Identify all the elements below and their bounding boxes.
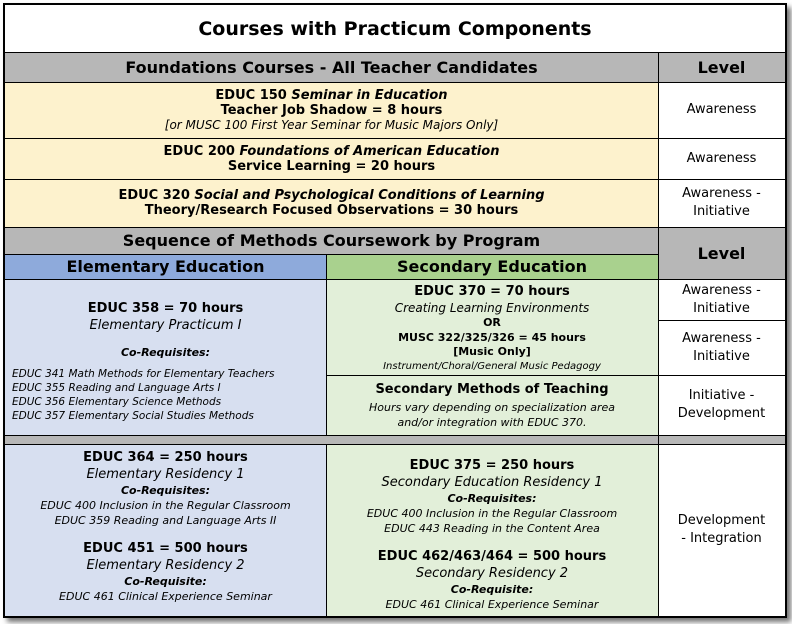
level-text: Initiative — [693, 300, 750, 316]
coreq-label: Co-Requisite: — [450, 583, 534, 596]
level-cell — [658, 444, 785, 616]
course-title: EDUC 358 = 70 hours — [87, 301, 244, 316]
course-code: EDUC 320 — [118, 188, 195, 203]
elementary-residency-cell — [5, 444, 326, 616]
level-text: Initiative — [693, 348, 750, 364]
methods-level-header — [658, 227, 785, 279]
coreq-item: EDUC 461 Clinical Experience Seminar — [59, 590, 272, 603]
course-title: EDUC 462/463/464 = 500 hours — [377, 549, 607, 564]
course-subtitle: Creating Learning Environments — [394, 301, 590, 315]
elementary-practicum-cell — [5, 279, 326, 435]
course-title: EDUC 370 = 70 hours — [414, 284, 570, 299]
course-note: [or MUSC 100 First Year Seminar for Music Majors Only] — [164, 118, 499, 132]
methods-header-label: Sequence of Methods Coursework by Program — [122, 231, 541, 250]
table-title-cell — [5, 5, 785, 53]
divider — [5, 82, 785, 83]
course-subtitle: Elementary Residency 1 — [86, 467, 245, 482]
course-hours: Teacher Job Shadow = 8 hours — [220, 103, 443, 118]
course-title — [164, 144, 500, 159]
secondary-residency-cell — [326, 444, 658, 616]
coreq-item: EDUC 341 Math Methods for Elementary Teachers — [12, 368, 275, 380]
coreq-list — [12, 367, 274, 423]
level-text: Initiative — [693, 204, 750, 219]
secondary-header — [326, 254, 658, 279]
divider — [5, 279, 785, 280]
foundations-header-label: Foundations Courses - All Teacher Candidates — [125, 58, 538, 77]
level-text: Awareness - — [682, 186, 761, 201]
course-title: EDUC 451 = 500 hours — [83, 541, 248, 556]
level-cell — [658, 138, 785, 179]
course-row-educ-150 — [5, 82, 658, 138]
music-only-note: [Music Only] — [453, 345, 531, 358]
course-title — [118, 188, 544, 203]
or-separator: OR — [483, 316, 501, 329]
level-cell — [658, 179, 785, 227]
divider — [5, 52, 785, 53]
course-subtitle: Elementary Residency 2 — [86, 558, 245, 573]
section-separator — [5, 435, 785, 444]
course-title: Secondary Methods of Teaching — [375, 382, 609, 397]
divider — [326, 444, 327, 616]
table-title: Courses with Practicum Components — [198, 18, 592, 40]
divider — [326, 375, 785, 376]
music-course-title: MUSC 322/325/326 = 45 hours — [398, 331, 586, 344]
course-subtitle: Secondary Education Residency 1 — [381, 475, 603, 490]
foundations-level-header — [658, 53, 785, 82]
level-text: Initiative - — [688, 388, 755, 403]
course-note: and/or integration with EDUC 370. — [397, 416, 587, 429]
coreq-label: Co-Requisite: — [124, 575, 207, 588]
coreq-item: EDUC 356 Elementary Science Methods — [12, 396, 222, 408]
course-subtitle: Secondary Residency 2 — [415, 566, 569, 581]
level-text: - Integration — [681, 531, 762, 546]
course-row-educ-320 — [5, 179, 658, 227]
course-note: Hours vary depending on specialization area — [369, 401, 615, 414]
level-text: Awareness — [686, 150, 757, 166]
course-code: EDUC 200 — [163, 143, 240, 159]
divider — [5, 435, 785, 436]
divider — [326, 254, 327, 435]
coreq-label: Co-Requisites: — [120, 346, 211, 359]
divider — [5, 254, 658, 255]
coreq-item: EDUC 443 Reading in the Content Area — [384, 522, 600, 535]
level-text: Awareness - — [682, 282, 761, 298]
coreq-item: EDUC 400 Inclusion in the Regular Classroom — [366, 507, 618, 520]
secondary-methods-cell — [326, 375, 658, 435]
level-text: Awareness — [686, 102, 757, 117]
course-hours: Theory/Research Focused Observations = 30 hours — [144, 203, 519, 218]
divider — [658, 53, 659, 616]
course-name: Social and Psychological Conditions of Learning — [194, 188, 545, 203]
course-row-educ-200 — [5, 138, 658, 179]
course-subtitle: Elementary Practicum I — [89, 318, 242, 333]
level-text: Awareness - — [682, 330, 761, 346]
elementary-header — [5, 254, 326, 279]
level-header-label: Level — [697, 243, 746, 263]
courses-table — [3, 3, 787, 618]
divider — [5, 227, 785, 228]
coreq-item: EDUC 357 Elementary Social Studies Methods — [12, 410, 254, 422]
level-cell — [658, 279, 785, 320]
foundations-header — [5, 53, 658, 82]
level-cell — [658, 82, 785, 138]
secondary-header-label: Secondary Education — [397, 257, 587, 276]
divider — [5, 138, 785, 139]
level-text: Development — [677, 406, 766, 421]
elementary-header-label: Elementary Education — [66, 257, 265, 276]
divider — [5, 179, 785, 180]
level-cell — [658, 375, 785, 435]
divider — [658, 320, 785, 321]
level-header-label: Level — [697, 58, 746, 77]
level-cell — [658, 320, 785, 375]
course-title — [215, 88, 447, 103]
divider — [5, 444, 785, 445]
course-hours: Service Learning = 20 hours — [227, 158, 436, 174]
methods-header — [5, 227, 658, 254]
music-subtitle: Instrument/Choral/General Music Pedagogy — [383, 361, 601, 372]
level-text: Development — [677, 513, 766, 528]
course-name: Seminar in Education — [291, 88, 448, 103]
coreq-item: EDUC 355 Reading and Language Arts I — [12, 382, 221, 394]
course-code: EDUC 150 — [215, 88, 292, 103]
coreq-item: EDUC 400 Inclusion in the Regular Classroom — [40, 499, 291, 512]
course-name: Foundations of American Education — [239, 143, 500, 159]
course-title: EDUC 364 = 250 hours — [83, 450, 248, 465]
coreq-item: EDUC 461 Clinical Experience Seminar — [385, 598, 599, 611]
coreq-label: Co-Requisites: — [447, 492, 537, 505]
course-title: EDUC 375 = 250 hours — [409, 458, 575, 473]
secondary-practicum-cell — [326, 279, 658, 375]
coreq-item: EDUC 359 Reading and Language Arts II — [54, 514, 277, 527]
coreq-label: Co-Requisites: — [120, 484, 211, 497]
